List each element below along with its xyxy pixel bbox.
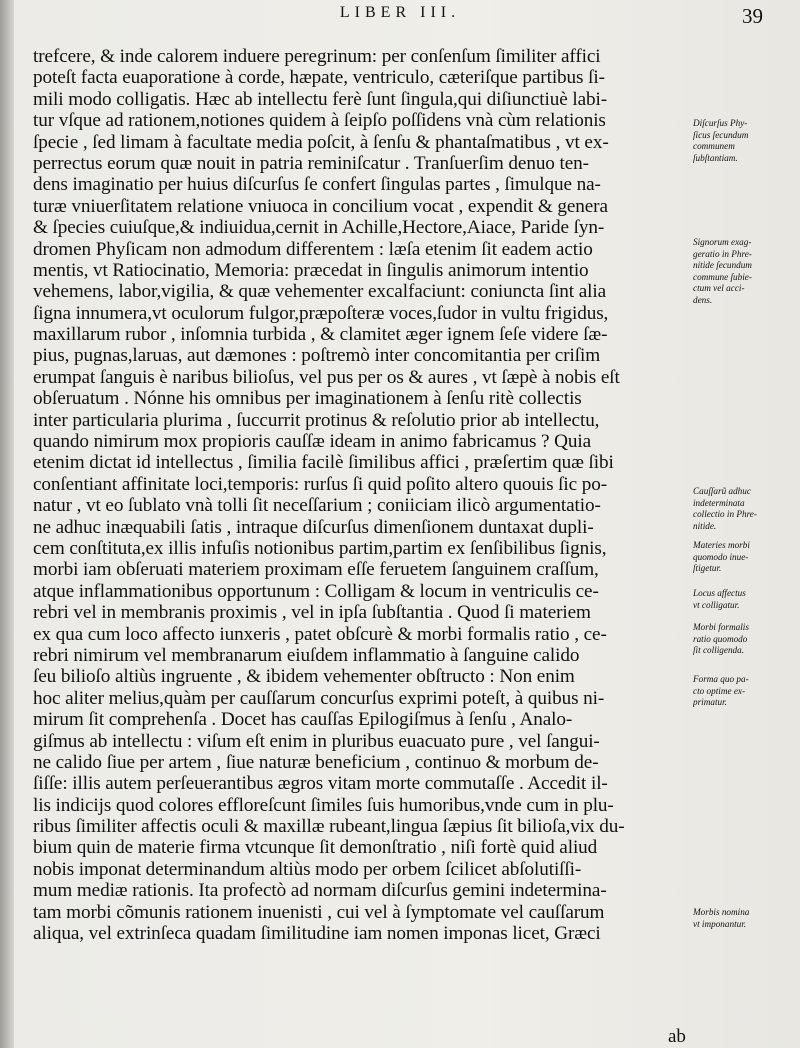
gutter-shadow xyxy=(0,0,14,1048)
main-text-block xyxy=(33,46,693,944)
text-line: rebri vel in membranis proximis , vel in ipſa ſubſtantia . Quod ſi materiem xyxy=(33,602,591,624)
text-line: giſmus ab intellectu : viſum eſt enim in pluribus euacuato pure , vel ſangui- xyxy=(33,730,600,752)
text-line: ſeu bilioſo altiùs ingruente , & ibidem vehementer obſtructo : Non enim xyxy=(33,666,575,688)
margin-note-line: Diſcurſus Phy- xyxy=(693,118,748,128)
margin-note-line: Materies morbi xyxy=(693,540,750,550)
text-line: mirum ſit comprehenſa . Docet has cauſſas Epilogiſmus à ſenſu , Analo- xyxy=(33,709,573,731)
text-line: atque inflammationibus opportunum : Colligam & locum in ventriculis ce- xyxy=(33,580,599,602)
margin-note-line: ratio quomodo xyxy=(693,633,748,644)
margin-note-line: ſicus ſecundum xyxy=(693,129,749,140)
text-line: tam morbi cõmunis rationem inuenisti , cui vel à ſymptomate vel cauſſarum xyxy=(33,901,605,923)
margin-note xyxy=(693,118,797,164)
text-line: dens imaginatio per huius diſcurſus ſe confert ſingulas partes , ſimulque na- xyxy=(33,174,601,196)
text-line: ſigna innumera,vt oculorum fulgor,præpoſteræ voces,ſudor in vultu frigidus, xyxy=(33,302,609,324)
text-line: dromen Phyſicam non admodum differentem : læſa etenim ſit eadem actio xyxy=(33,238,593,260)
margin-note-line: Morbis nomina xyxy=(693,907,750,917)
margin-note-line: communem xyxy=(693,141,735,152)
text-line: trefcere, & inde calorem induere peregrinum: per conſenſum ſimiliter affici xyxy=(33,46,601,67)
text-line: ſpecie , ſed limam à facultate media poſcit, à ſenſu & phantaſmatibus , vt ex- xyxy=(33,131,609,153)
margin-note-line: ſubſtantiam. xyxy=(693,152,738,163)
text-line: quando nimirum mox propioris cauſſæ ideam in animo fabricamus ? Quia xyxy=(33,431,592,453)
catchword: ab xyxy=(668,1026,686,1047)
margin-note-line: ctum vel acci- xyxy=(693,283,745,294)
margin-note xyxy=(693,540,797,575)
text-line: pius, pugnas,laruas, aut dæmones : poſtremò inter concomitantia per criſim xyxy=(33,345,601,367)
margin-note-line: nitide. xyxy=(693,520,717,531)
margin-note-line: Morbi formalis xyxy=(693,622,749,632)
margin-note xyxy=(693,674,797,709)
text-line: etenim dictat id intellectus , ſimilia facilè ſimilibus affici , præſertim quæ ſibi xyxy=(33,452,614,474)
text-line: mum mediæ rationis. Ita profectò ad normam diſcurſus gemini indetermina- xyxy=(33,880,607,902)
margin-note-line: dens. xyxy=(693,294,713,305)
margin-note-line: collectio in Phre- xyxy=(693,509,757,520)
text-line: aliqua, vel extrinſeca quadam ſimilitudine iam nomen imponas licet, Græci xyxy=(33,923,601,945)
margin-note-line: quomodo inue- xyxy=(693,551,749,562)
text-line: ne adhuc inæquabili ſatis , intraque diſcurſus dimenſionem duntaxat dupli- xyxy=(33,516,594,538)
margin-note-line: nitide ſecundum xyxy=(693,260,752,271)
text-line: inter particularia plurima , ſuccurrit protinus & reſolutio prior ab intellectu, xyxy=(33,409,600,431)
margin-note-line: vt colligatur. xyxy=(693,599,740,610)
text-line: mentis, vt Ratiocinatio, Memoria: præcedat in ſingulis animorum intentio xyxy=(33,259,589,281)
text-line: natur , vt eo ſublato vnà tolli ſit neceſſarium ; coniiciam ilicò argumentatio- xyxy=(33,495,601,517)
text-line: lis indicijs quod colores effloreſcunt ſimiles ſuis humoribus,vnde cum in plu- xyxy=(33,794,614,816)
text-line: ex qua cum loco affecto iunxeris , patet obſcurè & morbi formalis ratio , ce- xyxy=(33,623,607,645)
text-line: hoc aliter melius,quàm per cauſſarum concurſus exprimi poteſt, à quibus ni- xyxy=(33,687,605,709)
margin-note xyxy=(693,907,797,930)
margin-note-line: indeterminata xyxy=(693,497,745,508)
margin-note-line: vt imponantur. xyxy=(693,918,747,929)
text-line: erumpat ſanguis è naribus bilioſus, vel pus per os & aures , vt ſæpè à nobis eſt xyxy=(33,366,620,388)
margin-note xyxy=(693,237,797,307)
text-line: poteſt facta euaporatione à corde, hæpate, ventriculo, cæteriſque partibus ſi- xyxy=(33,67,605,89)
text-line: & ſpecies cuiuſque,& indiuidua,cernit in Achille,Hectore,Aiace, Paride ſyn- xyxy=(33,217,605,239)
margin-note xyxy=(693,588,797,611)
margin-note-line: Forma quo pa- xyxy=(693,674,749,684)
text-line: ribus ſimiliter affectis oculi & maxillæ rubeant,lingua ſæpius ſit bilioſa,vix du- xyxy=(33,816,625,838)
text-line: ne calido ſiue per artem , ſiue naturæ beneficium , continuo & morbum de- xyxy=(33,751,599,773)
margin-note-line: Cauſſarũ adhuc xyxy=(693,486,751,496)
text-line: turæ vniuerſitatem relatione vniuoca in concilium vocat , expendit & genera xyxy=(33,195,608,217)
text-line: rebri nimirum vel membranarum eiuſdem inflammatio à ſanguine calido xyxy=(33,644,580,666)
text-line: cem conſtituta,ex illis infuſis notionibus partim,partim ex ſenſibilibus ſignis, xyxy=(33,537,607,559)
margin-note-line: ſit colligenda. xyxy=(693,645,745,656)
text-line: morbi iam obſeruati materiem proximam eſſe feruetem ſanguinem craſſum, xyxy=(33,559,599,581)
text-line: ſiſſe: illis autem perſeuerantibus ægros vitam morte commutaſſe . Accedit il- xyxy=(33,773,608,795)
text-line: obſeruatum . Nónne his omnibus per imaginationem à ſenſu ritè collectis xyxy=(33,388,582,410)
margin-note-line: cto optime ex- xyxy=(693,685,746,696)
running-head: LIBER III. xyxy=(339,4,461,21)
margin-note-line: ſtigetur. xyxy=(693,563,722,574)
margin-note xyxy=(693,622,797,657)
text-line: perrectus eorum quæ nouit in patria reminiſcatur . Tranſuerſim denuo ten- xyxy=(33,152,589,174)
margin-note xyxy=(693,486,797,532)
text-line: conſentiant affinitate loci,temporis: rurſus ſi quid poſito altero quouis ſic po- xyxy=(33,473,607,495)
margin-note-line: primatur. xyxy=(693,697,727,708)
margin-note-line: geratio in Phre- xyxy=(693,248,752,259)
text-line: tur vſque ad rationem,notiones quidem à ſeipſo poſſidens vnà cùm relationis xyxy=(33,110,606,132)
margin-note-line: Locus affectus xyxy=(693,588,746,598)
margin-note-line: commune ſubie- xyxy=(693,271,752,282)
text-line: vehemens, labor,vigilia, & quæ vehementer excalfaciunt: coniuncta ſint alia xyxy=(33,281,607,303)
text-line: mili modo colligatis. Hæc ab intellectu ferè ſunt ſingula,qui diſiunctiuè labi- xyxy=(33,88,607,110)
text-line: nobis imponat determinandum altiùs modo per orbem ſcilicet abſolutiſſi- xyxy=(33,858,582,880)
text-line: maxillarum rubor , inſomnia turbida , & clamitet æger ignem ſeſe videre ſæ- xyxy=(33,324,608,346)
page-number: 39 xyxy=(742,4,763,28)
text-line: bium quin de materie firma vtcunque ſit demonſtratio , niſi fortè quid aliud xyxy=(33,837,598,859)
margin-note-line: Signorum exag- xyxy=(693,237,752,247)
